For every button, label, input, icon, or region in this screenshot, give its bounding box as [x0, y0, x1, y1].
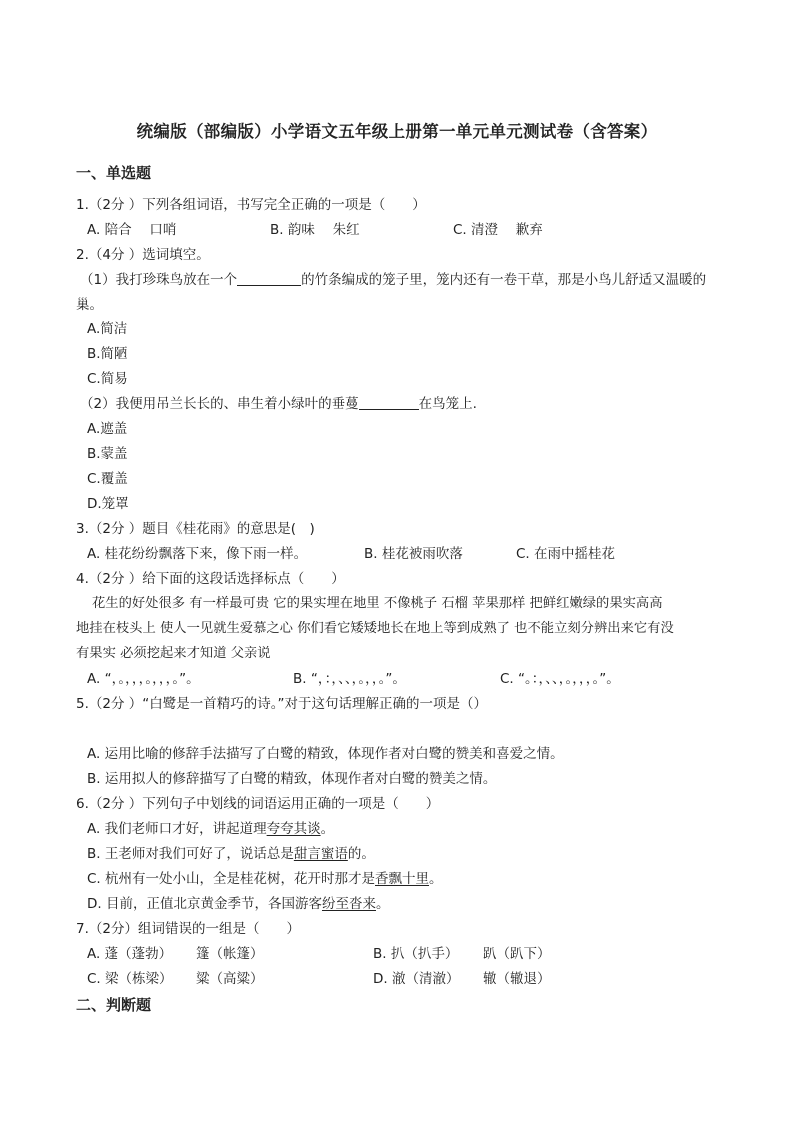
question-2-part-2-text-after: 在鸟笼上. [418, 396, 477, 412]
question-3-option-a[interactable]: A. 桂花纷纷飘落下来，像下雨一样。 [87, 546, 308, 562]
question-2-part-2 [80, 395, 477, 413]
question-4-option-c[interactable]: C. “。：，、、，。，，，。”。 [500, 671, 620, 687]
question-2-part-2-text-before: （2）我便用吊兰长长的、串生着小绿叶的垂蔓 [80, 396, 359, 412]
question-4-option-b[interactable]: B. “，：，、、，。，，。”。 [293, 671, 406, 687]
option-text: 。 [320, 821, 335, 837]
question-7-option-d-second: 辙（辙退） [483, 971, 551, 987]
question-5-option-a[interactable]: A. 运用比喻的修辞手法描写了白鹭的精致，体现作者对白鹭的赞美和喜爱之情。 [87, 746, 564, 762]
question-2-part-1 [80, 271, 706, 289]
question-6-stem: 6.（2分 ）下列句子中划线的词语运用正确的一项是（ ） [76, 796, 440, 812]
underlined-idiom: 香飘十里 [375, 871, 430, 887]
question-1-option-c[interactable]: C. 清澄 歉弃 [453, 222, 543, 238]
fill-blank[interactable] [237, 271, 301, 286]
question-5-option-b[interactable]: B. 运用拟人的修辞描写了白鹭的精致，体现作者对白鹭的赞美之情。 [87, 771, 497, 787]
question-1-option-b[interactable]: B. 韵味 朱红 [270, 222, 360, 238]
question-4-option-a[interactable]: A. “，。，，，。，，，。”。 [87, 671, 200, 687]
question-5-stem: 5.（2分 ）“白鹭是一首精巧的诗。”对于这句话理解正确的一项是（） [76, 696, 487, 712]
page-title: 统编版（部编版）小学语文五年级上册第一单元单元测试卷（含答案） [136, 122, 658, 141]
question-3-stem: 3.（2分 ）题目《桂花雨》的意思是( ) [76, 521, 315, 537]
question-2-stem: 2.（4分 ）选词填空。 [76, 247, 210, 263]
question-2-part-2-option-a[interactable]: A.遮盖 [87, 421, 128, 437]
question-6-option-c[interactable] [87, 870, 443, 888]
option-text: 。 [429, 871, 443, 887]
question-2-part-1-text-after: 的竹条编成的笼子里，笼内还有一卷干草，那是小鸟儿舒适又温暖的 [301, 272, 707, 288]
question-7-option-a[interactable]: A. 蓬（蓬勃） [87, 946, 173, 962]
question-7-option-c-second: 粱（高粱） [196, 971, 264, 987]
question-2-part-2-option-d[interactable]: D.笼罩 [87, 496, 129, 512]
question-2-part-1-option-b[interactable]: B.简陋 [87, 346, 128, 362]
question-4-stem: 4.（2分 ）给下面的这段话选择标点（ ） [76, 571, 345, 587]
underlined-idiom: 夸夸其谈 [266, 821, 321, 837]
question-2-part-1-option-a[interactable]: A.简洁 [87, 321, 128, 337]
question-7-option-a-second: 篷（帐篷） [196, 946, 264, 962]
option-text: C. 杭州有一处小山，全是桂花树，花开时那才是 [87, 871, 376, 887]
section-heading-single-choice: 一、单选题 [76, 164, 152, 182]
fill-blank[interactable] [359, 395, 419, 410]
question-7-stem: 7.（2分）组词错误的一组是（ ） [76, 921, 300, 937]
question-7-option-c[interactable]: C. 梁（栋梁） [87, 971, 173, 987]
question-2-part-1-continuation: 巢。 [76, 297, 103, 313]
underlined-idiom: 甜言蜜语 [293, 846, 348, 862]
question-2-part-2-option-c[interactable]: C.覆盖 [87, 471, 128, 487]
question-6-option-d[interactable] [87, 895, 389, 913]
question-2-part-2-option-b[interactable]: B.蒙盖 [87, 446, 128, 462]
question-6-option-a[interactable] [87, 820, 334, 838]
underlined-idiom: 纷至沓来 [321, 896, 376, 912]
question-4-passage-line-1: 花生的好处很多 有一样最可贵 它的果实埋在地里 不像桃子 石榴 苹果那样 把鲜红嫩绿的果实高高 [92, 596, 663, 611]
question-2-part-1-text-before: （1）我打珍珠鸟放在一个 [80, 272, 238, 288]
question-7-option-b[interactable]: B. 扒（扒手） [373, 946, 459, 962]
option-text: D. 目前，正值北京黄金季节，各国游客 [87, 896, 322, 912]
question-3-option-b[interactable]: B. 桂花被雨吹落 [364, 546, 463, 562]
question-3-option-c[interactable]: C. 在雨中摇桂花 [516, 546, 616, 562]
option-text: A. 我们老师口才好，讲起道理 [87, 821, 267, 837]
question-4-passage-line-2: 地挂在枝头上 使人一见就生爱慕之心 你们看它矮矮地长在地上等到成熟了 也不能立刻分辨出来它有没 [76, 621, 674, 636]
question-7-option-b-second: 趴（趴下） [483, 946, 551, 962]
option-text: 的。 [347, 846, 375, 862]
option-text: 。 [375, 896, 390, 912]
section-heading-true-false: 二、判断题 [76, 996, 152, 1014]
question-4-passage-line-3: 有果实 必须挖起来才知道 父亲说 [76, 646, 271, 661]
question-1-option-a[interactable]: A. 陪合 口哨 [87, 222, 177, 238]
question-7-option-d[interactable]: D. 澈（清澈） [373, 971, 460, 987]
question-6-option-b[interactable] [87, 845, 375, 863]
option-text: B. 王老师对我们可好了，说话总是 [87, 846, 294, 862]
question-1-stem: 1.（2分 ）下列各组词语，书写完全正确的一项是（ ） [76, 197, 426, 213]
question-2-part-1-option-c[interactable]: C.简易 [87, 371, 128, 387]
